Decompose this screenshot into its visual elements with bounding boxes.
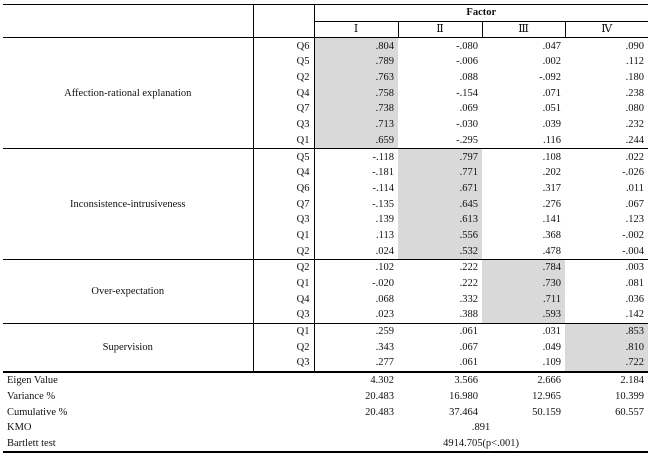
header-blank-cell — [253, 21, 314, 38]
loading-row — [3, 149, 648, 165]
item-label: Q4 — [253, 291, 314, 307]
loading-value: .069 — [459, 103, 478, 115]
loading-value: .180 — [625, 72, 645, 84]
loading-row — [3, 260, 648, 276]
loading-value: .067 — [459, 341, 478, 353]
item-label: Q4 — [253, 85, 314, 101]
group-label: Over-expectation — [3, 260, 253, 324]
loading-value: -.004 — [622, 245, 645, 257]
loading-value: .222 — [459, 278, 478, 290]
factor-analysis-table — [3, 4, 648, 453]
loading-value: .002 — [542, 56, 561, 68]
item-label: Q3 — [253, 212, 314, 228]
item-label: Q2 — [253, 339, 314, 355]
loading-value: .222 — [398, 260, 482, 276]
loading-value: .003 — [565, 260, 648, 276]
loading-value: .238 — [625, 87, 645, 99]
loading-value-highlighted: .804 — [314, 38, 398, 54]
loading-value: .051 — [542, 103, 561, 115]
item-label: Q2 — [253, 243, 314, 259]
loading-value-highlighted: .810 — [565, 339, 648, 355]
statistics-body — [3, 372, 648, 452]
loading-value: .068 — [375, 293, 394, 305]
loading-value: .116 — [543, 134, 561, 146]
loading-value-highlighted: .671 — [398, 181, 482, 197]
loading-value: -.181 — [372, 167, 394, 179]
loading-row — [3, 38, 648, 54]
loading-value: .108 — [482, 149, 565, 165]
loading-value: .142 — [625, 309, 645, 321]
loading-value: .061 — [398, 323, 482, 339]
bartlett-value: 4914.705(p<.001) — [314, 436, 648, 453]
header-blank-cell — [3, 5, 253, 22]
group-label: Supervision — [3, 323, 253, 372]
stats-row-variance — [3, 389, 648, 405]
loading-value: .090 — [625, 40, 645, 52]
factor-loadings-body — [3, 38, 648, 372]
loading-value: .109 — [542, 357, 561, 369]
loading-value: .317 — [542, 182, 561, 194]
stats-row-bartlett — [3, 436, 648, 453]
stats-value: 2.184 — [565, 372, 648, 389]
loading-value-highlighted: .797 — [398, 149, 482, 165]
loading-value: .023 — [375, 309, 394, 321]
loading-value: .039 — [542, 119, 561, 131]
loading-value: -.135 — [372, 198, 394, 210]
loading-value-highlighted: .763 — [314, 70, 398, 86]
loading-value: .276 — [542, 198, 561, 210]
item-label: Q7 — [253, 101, 314, 117]
group-label: Affection-rational explanation — [3, 38, 253, 149]
factor-col-header-2: Ⅱ — [398, 21, 482, 38]
loading-value: .081 — [625, 278, 645, 290]
item-label: Q7 — [253, 196, 314, 212]
loading-value: .049 — [542, 341, 561, 353]
factor-header: Factor — [314, 5, 648, 22]
loading-value-highlighted: .593 — [482, 307, 565, 323]
item-label: Q6 — [253, 181, 314, 197]
item-label: Q1 — [253, 228, 314, 244]
stats-row-cumulative — [3, 404, 648, 420]
stats-value: 50.159 — [532, 406, 561, 418]
stats-label: Cumulative % — [7, 406, 68, 418]
loading-value: -.020 — [372, 278, 394, 290]
loading-value: -.118 — [314, 149, 398, 165]
loading-value: .024 — [375, 245, 394, 257]
loading-value-highlighted: .711 — [482, 291, 565, 307]
loading-value: .047 — [542, 40, 561, 52]
item-label: Q4 — [253, 165, 314, 181]
loading-value: .071 — [542, 87, 561, 99]
loading-value-highlighted: .853 — [565, 323, 648, 339]
loading-value: .022 — [565, 149, 648, 165]
kmo-value: .891 — [471, 422, 491, 434]
stats-value: 12.965 — [532, 390, 561, 402]
loading-value: .139 — [375, 214, 394, 226]
loading-value-highlighted: .556 — [398, 228, 482, 244]
loading-value: -.295 — [456, 134, 478, 146]
loading-value: .478 — [542, 245, 561, 257]
loading-value: -.154 — [456, 87, 478, 99]
loading-value: .244 — [625, 134, 645, 146]
loading-value: .232 — [625, 119, 645, 131]
item-label: Q1 — [253, 276, 314, 292]
loading-value: .123 — [625, 214, 645, 226]
loading-value: .202 — [542, 167, 561, 179]
stats-value: 16.980 — [449, 390, 478, 402]
item-label: Q1 — [253, 323, 314, 339]
loading-value: -.092 — [539, 72, 561, 84]
loading-value: .368 — [542, 229, 561, 241]
loading-row — [3, 323, 648, 339]
loading-value-highlighted: .532 — [398, 243, 482, 259]
loading-value: -.030 — [456, 119, 478, 131]
stats-value: 37.464 — [449, 406, 478, 418]
loading-value-highlighted: .722 — [565, 355, 648, 372]
loading-value-highlighted: .645 — [398, 196, 482, 212]
header-row-roman — [3, 21, 648, 38]
loading-value: .277 — [375, 357, 394, 369]
loading-value: .011 — [626, 182, 645, 194]
loading-value: .067 — [625, 198, 645, 210]
header-blank-cell — [253, 5, 314, 22]
group-label: Inconsistence-intrusiveness — [3, 149, 253, 260]
factor-col-header-4: Ⅳ — [565, 21, 648, 38]
loading-value-highlighted: .738 — [314, 101, 398, 117]
stats-value: 20.483 — [365, 406, 394, 418]
loading-value: .088 — [459, 72, 478, 84]
loading-value: .332 — [459, 293, 478, 305]
loading-value: .036 — [625, 293, 645, 305]
loading-value: -.026 — [622, 167, 645, 179]
item-label: Q3 — [253, 355, 314, 372]
loading-value-highlighted: .730 — [482, 276, 565, 292]
stats-label: Variance % — [7, 390, 56, 402]
loading-value-highlighted: .789 — [314, 54, 398, 70]
loading-value: .343 — [375, 341, 394, 353]
loading-value: -.006 — [456, 56, 478, 68]
loading-value: -.080 — [456, 40, 478, 52]
kmo-label: KMO — [7, 422, 32, 434]
loading-value: .141 — [542, 214, 561, 226]
item-label: Q5 — [253, 149, 314, 165]
loading-value: .388 — [459, 309, 478, 321]
loading-value-highlighted: .713 — [314, 117, 398, 133]
stats-label: Eigen Value — [3, 372, 314, 389]
loading-value-highlighted: .659 — [314, 133, 398, 149]
factor-col-header-1: Ⅰ — [314, 21, 398, 38]
header-blank-cell — [3, 21, 253, 38]
loading-value: .112 — [626, 56, 645, 68]
stats-value: 3.566 — [398, 372, 482, 389]
stats-value: 2.666 — [482, 372, 565, 389]
item-label: Q2 — [253, 70, 314, 86]
stats-value: 20.483 — [365, 390, 394, 402]
loading-value: .080 — [625, 103, 645, 115]
loading-value: .061 — [459, 357, 478, 369]
loading-value-highlighted: .758 — [314, 85, 398, 101]
loading-value: .031 — [482, 323, 565, 339]
item-label: Q6 — [253, 38, 314, 54]
loading-value: .259 — [314, 323, 398, 339]
loading-value: .102 — [314, 260, 398, 276]
header-row-factor — [3, 5, 648, 22]
stats-value: 60.557 — [615, 406, 645, 418]
loading-value-highlighted: .784 — [482, 260, 565, 276]
factor-col-header-3: Ⅲ — [482, 21, 565, 38]
stats-value: 4.302 — [314, 372, 398, 389]
item-label: Q3 — [253, 117, 314, 133]
item-label: Q5 — [253, 54, 314, 70]
loading-value: -.114 — [372, 182, 394, 194]
stats-row-eigen — [3, 372, 648, 389]
bartlett-label: Bartlett test — [3, 436, 314, 453]
stats-value: 10.399 — [615, 390, 645, 402]
item-label: Q2 — [253, 260, 314, 276]
stats-row-kmo — [3, 420, 648, 436]
loading-value-highlighted: .613 — [398, 212, 482, 228]
loading-value-highlighted: .771 — [398, 165, 482, 181]
loading-value: .113 — [376, 229, 394, 241]
loading-value: -.002 — [622, 229, 645, 241]
item-label: Q3 — [253, 307, 314, 323]
item-label: Q1 — [253, 133, 314, 149]
